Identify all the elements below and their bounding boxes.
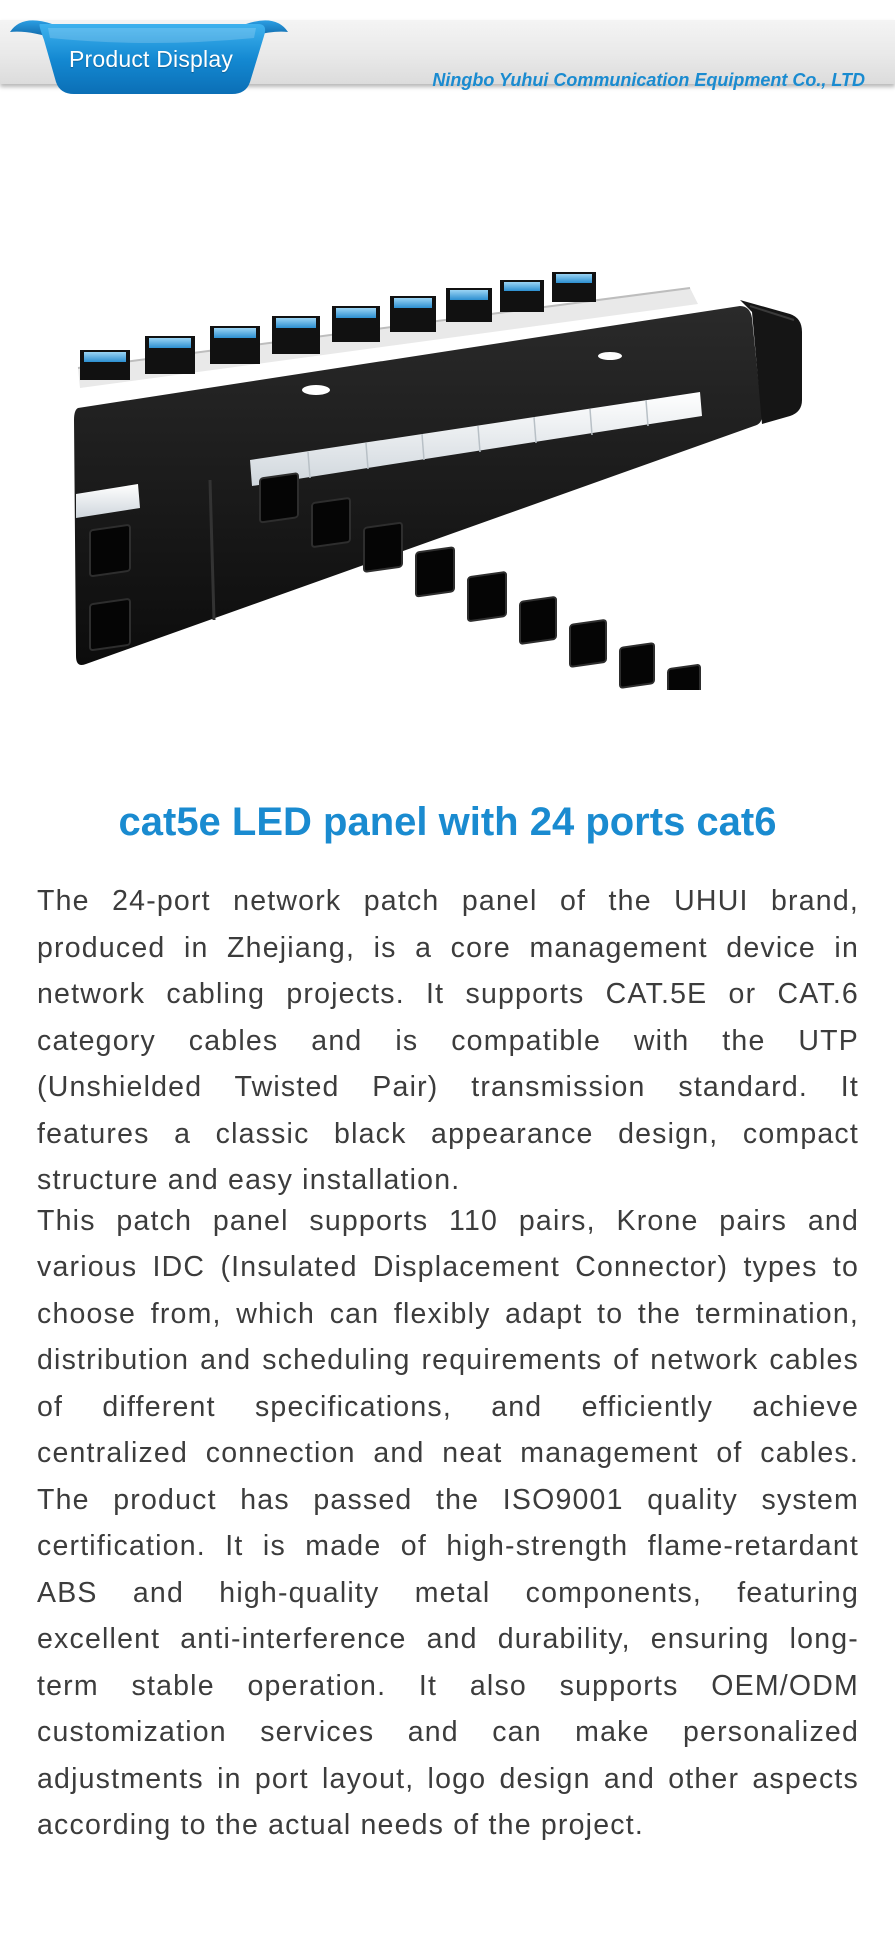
page-header (0, 20, 895, 90)
tab-label: Product Display (68, 46, 234, 72)
description-paragraph: The 24-port network patch panel of the UHUI brand, produced in Zhejiang, is a core management device in network cabling projects. It supports CAT.5E or CAT.6 category cables and is compatible with the UTP (Unshielded Twisted Pair) transmission standard. It features a classic black appearance design, compact structure and easy installation. (37, 885, 859, 1196)
product-display-tab (0, 20, 300, 105)
product-title: cat5e LED panel with 24 ports cat6 (118, 800, 777, 844)
description-paragraph: This patch panel supports 110 pairs, Krone pairs and various IDC (Insulated Displacement Connector) types to choose from, which can flexibly adapt to the termination, distribution and scheduling requirements of network cables of different specifications, and efficiently achieve centralized connection and neat management of cables. The product has passed the ISO9001 quality system certification. It is made of high-strength flame-retardant ABS and high-quality metal components, featuring excellent anti-interference and durability, ensuring long-term stable operation. It also supports OEM/ODM customization services and can make personalized adjustments in port layout, logo design and other aspects according to the actual needs of the project. (37, 1204, 859, 1841)
product-description (37, 878, 859, 1849)
company-name: Ningbo Yuhui Communication Equipment Co., LTD (432, 70, 865, 90)
patch-panel-image (50, 240, 830, 690)
